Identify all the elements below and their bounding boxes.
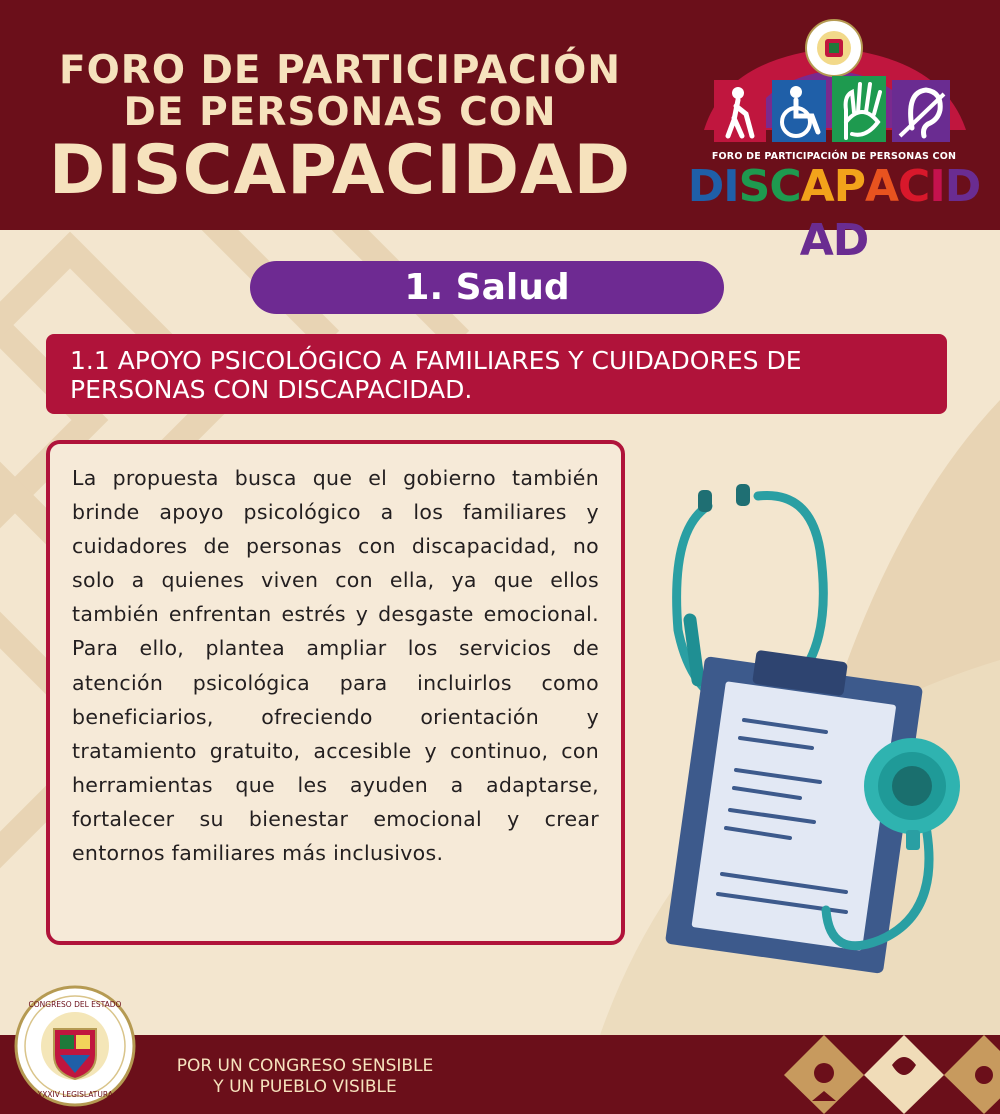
proposal-text: La propuesta busca que el gobierno también brinde apoyo psicológico a los familiares y cuidadores de personas con discapacidad, no solo a quienes viven con ella, ya que ellos también enfrentan estrés y desgaste emocional. Para ello, plantea ampliar los servicios de atención psicológica para incluirlos como beneficiarios, ofreciendo orientación y tratamiento gratuito, accesible y continuo, con herramientas que les ayuden a adaptarse, fortalecer su bienestar emocional y crear entornos familiares más inclusivos. bbox=[72, 466, 599, 866]
proposal-card bbox=[46, 440, 625, 945]
forum-title bbox=[20, 50, 660, 208]
title-line-2: DE PERSONAS CON bbox=[123, 90, 557, 135]
footer-slogan bbox=[150, 1056, 460, 1098]
wordmark-letter: D bbox=[687, 161, 724, 212]
hearing-ear-icon bbox=[892, 80, 950, 142]
subtopic-line-2: PERSONAS CON DISCAPACIDAD. bbox=[70, 375, 473, 404]
walking-cane-icon bbox=[714, 80, 766, 142]
wordmark-letter: C bbox=[898, 161, 930, 212]
subtopic-banner bbox=[46, 334, 947, 414]
title-line-3: DISCAPACIDAD bbox=[48, 131, 632, 210]
wordmark-letter: D bbox=[832, 215, 869, 266]
svg-text:CONGRESO DEL ESTADO: CONGRESO DEL ESTADO bbox=[28, 1000, 122, 1009]
wordmark-letter: C bbox=[769, 161, 801, 212]
wordmark-letter: I bbox=[929, 161, 945, 212]
forum-logo-caption: FORO DE PARTICIPACIÓN DE PERSONAS CON bbox=[711, 151, 957, 162]
section-title: 1. Salud bbox=[250, 261, 724, 314]
slogan-line-2: Y UN PUEBLO VISIBLE bbox=[213, 1077, 397, 1097]
wordmark-letter: S bbox=[738, 161, 770, 212]
slogan-line-1: POR UN CONGRESO SENSIBLE bbox=[176, 1056, 434, 1076]
congress-seal-logo bbox=[14, 985, 136, 1107]
wordmark-letter: A bbox=[800, 161, 834, 212]
wordmark-letter: A bbox=[864, 161, 899, 212]
subtopic-line-1: 1.1 APOYO PSICOLÓGICO A FAMILIARES Y CUIDADORES DE bbox=[70, 346, 802, 375]
wordmark-letter: I bbox=[723, 161, 739, 212]
wordmark-letter: P bbox=[833, 161, 865, 212]
wordmark-letter: D bbox=[944, 161, 981, 212]
folk-art-pattern bbox=[784, 1035, 1000, 1114]
svg-text:XXXIV LEGISLATURA: XXXIV LEGISLATURA bbox=[37, 1090, 113, 1099]
sign-language-hand-icon bbox=[832, 76, 886, 142]
wordmark-letter: A bbox=[799, 215, 833, 266]
title-line-1: FORO DE PARTICIPACIÓN bbox=[59, 48, 621, 93]
wheelchair-icon bbox=[772, 80, 826, 142]
stethoscope-clipboard-illustration bbox=[650, 470, 970, 990]
